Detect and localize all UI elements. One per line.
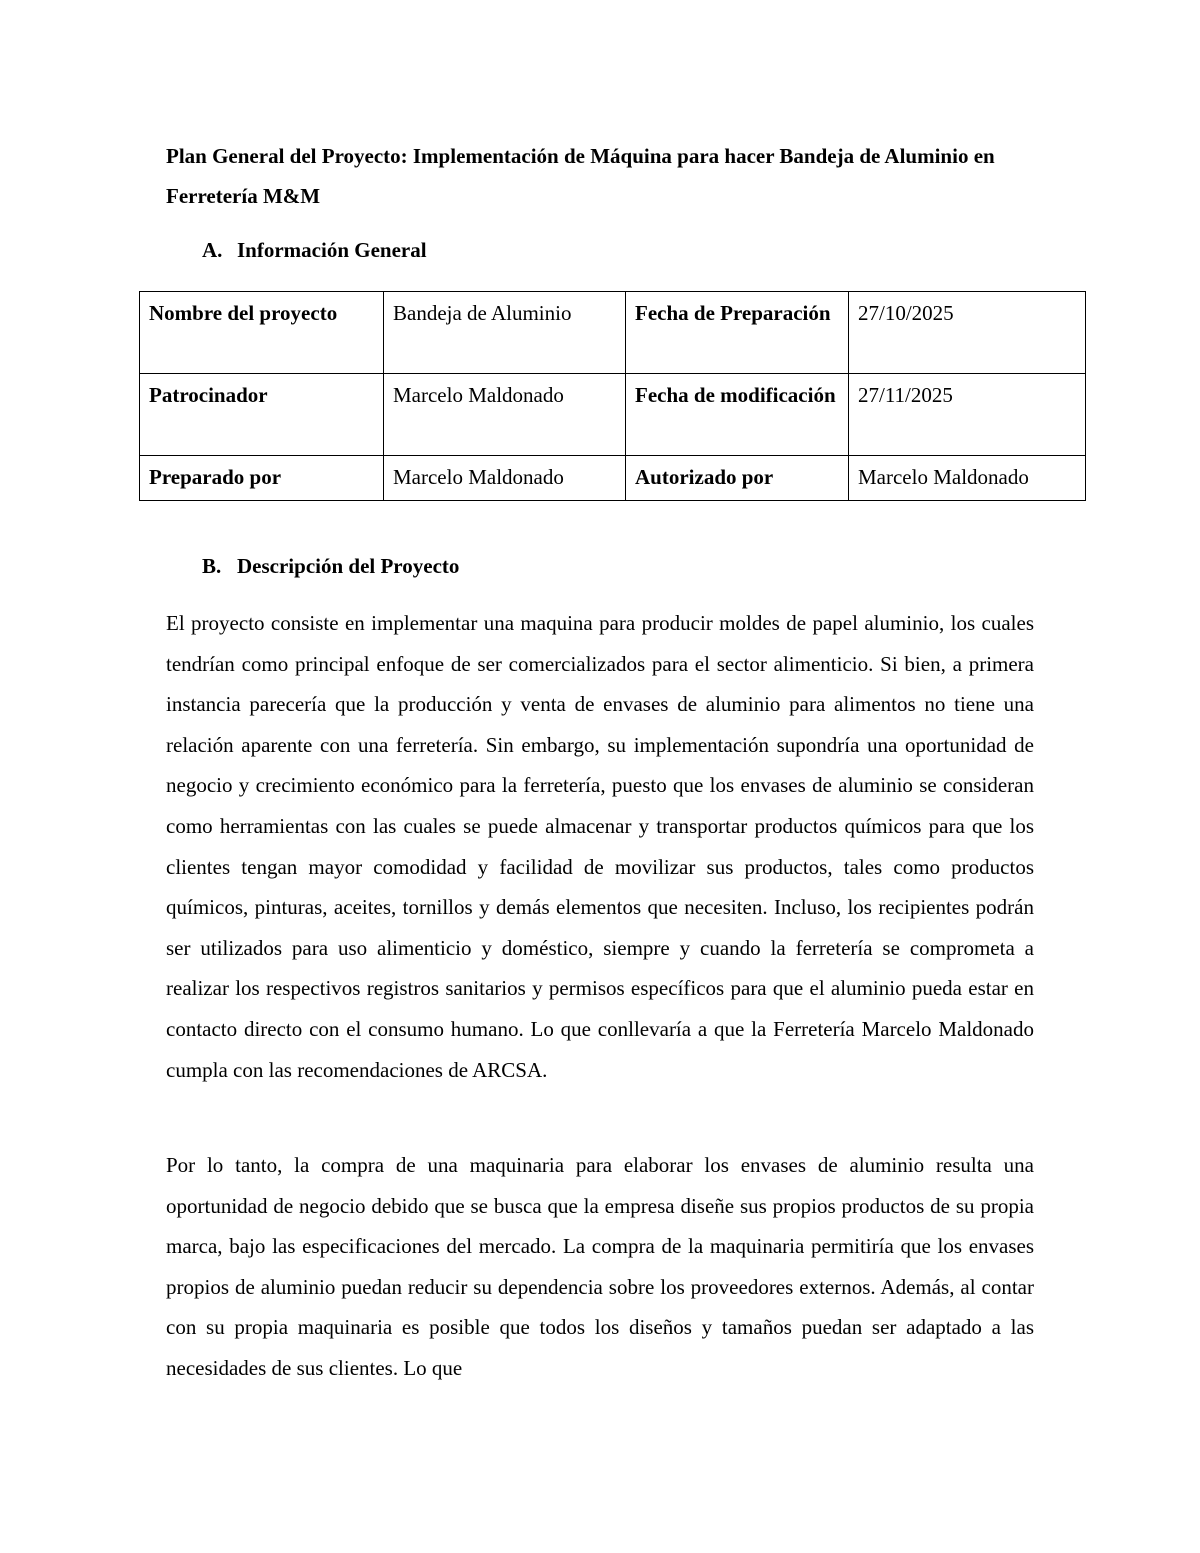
- table-row: [140, 292, 1086, 374]
- description-paragraph-1: El proyecto consiste en implementar una maquina para producir moldes de papel aluminio, los cuales tendrían como principal enfoque de ser comercializados para el sector alimenticio. Si bien, a primera instancia parecería que la producción y venta de envases de aluminio para alimentos no tiene una relación aparente con una ferretería. Sin embargo, su implementación supondría una oportunidad de negocio y crecimiento económico para la ferretería, puesto que los envases de aluminio se consideran como herramientas con las cuales se puede almacenar y transportar productos químicos para que los clientes tengan mayor comodidad y facilidad de movilizar sus productos, tales como productos químicos, pinturas, aceites, tornillos y demás elementos que necesiten. Incluso, los recipientes podrán ser utilizados para uso alimenticio y doméstico, siempre y cuando la ferretería se comprometa a realizar los respectivos registros sanitarios y permisos específicos para que el aluminio pueda estar en contacto directo con el consumo humano. Lo que conllevaría a que la Ferretería Marcelo Maldonado cumpla con las recomendaciones de ARCSA.: [166, 611, 1034, 1082]
- section-a-heading: [202, 235, 427, 265]
- project-name-label: Nombre del proyecto: [140, 292, 384, 374]
- prepared-by-value: Marcelo Maldonado: [384, 456, 626, 501]
- sponsor-label: Patrocinador: [140, 374, 384, 456]
- preparation-date-label: Fecha de Preparación: [626, 292, 849, 374]
- section-b-letter: B.: [202, 554, 222, 578]
- preparation-date-value: 27/10/2025: [849, 292, 1086, 374]
- section-b-heading: [202, 551, 459, 581]
- table-row: [140, 374, 1086, 456]
- authorized-by-value: Marcelo Maldonado: [849, 456, 1086, 501]
- prepared-by-label: Preparado por: [140, 456, 384, 501]
- document-title: Plan General del Proyecto: Implementación de Máquina para hacer Bandeja de Aluminio en Ferretería M&M: [166, 144, 995, 208]
- general-info-table: [139, 291, 1086, 501]
- project-name-value: Bandeja de Aluminio: [384, 292, 626, 374]
- table-row: [140, 456, 1086, 501]
- modification-date-label: Fecha de modificación: [626, 374, 849, 456]
- section-b-title: Descripción del Proyecto: [237, 554, 460, 578]
- sponsor-value: Marcelo Maldonado: [384, 374, 626, 456]
- section-a-title: Información General: [237, 238, 427, 262]
- authorized-by-label: Autorizado por: [626, 456, 849, 501]
- section-a-letter: A.: [202, 238, 223, 262]
- description-paragraph-2: Por lo tanto, la compra de una maquinaria para elaborar los envases de aluminio resulta una oportunidad de negocio debido que se busca que la empresa diseñe sus propios productos de su propia marca, bajo las especificaciones del mercado. La compra de la maquinaria permitiría que los envases propios de aluminio puedan reducir su dependencia sobre los proveedores externos. Además, al contar con su propia maquinaria es posible que todos los diseños y tamaños puedan ser adaptado a las necesidades de sus clientes. Lo que: [166, 1153, 1034, 1380]
- modification-date-value: 27/11/2025: [849, 374, 1086, 456]
